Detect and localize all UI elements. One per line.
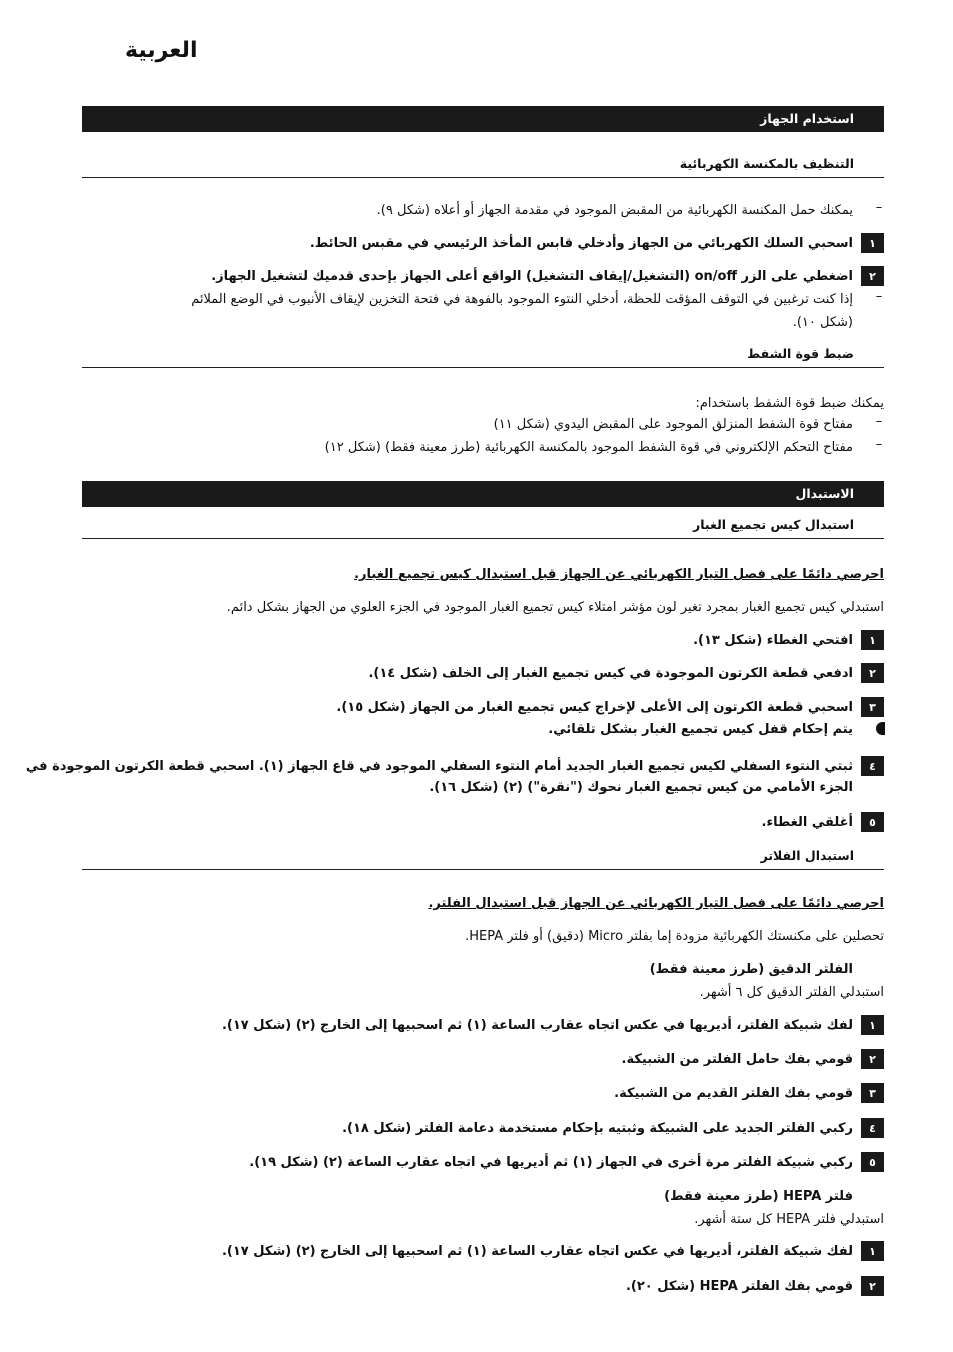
step-badge: ٥ (861, 812, 884, 832)
micro-note: استبدلي الفلتر الدقيق كل ٦ أشهر. (699, 985, 884, 1000)
section-bar-replace: الاستبدال (82, 481, 884, 507)
result-bullet-icon (876, 722, 885, 735)
hepa-step-2: قومي بفك الفلتر HEPA (شكل ٢٠). (625, 1279, 853, 1294)
step-badge: ٤ (861, 1118, 884, 1138)
step-badge: ١ (861, 1015, 884, 1035)
micro-step-1: لفك شبيكة الفلتر، أديريها في عكس اتجاه عقارب الساعة (١) ثم اسحبيها إلى الخارج (٢) (شكل ١٧). (221, 1018, 853, 1033)
bag-step-3: اسحبي قطعة الكرتون إلى الأعلى لإخراج كيس تجميع الغبار من الجهاز (شكل ١٥). (336, 700, 853, 715)
suction-item-2: مفتاح التحكم الإلكتروني في قوة الشفط الموجود بالمكنسة الكهربائية (طرز معينة فقط) (شكل ١٢) (324, 440, 853, 455)
bag-step-4a: ثبتي النتوء السفلي لكيس تجميع الغبار الجديد أمام النتوء السفلي الموجود في قاع الجهاز (١). اسحبي قطعة الكرتون الموجودة في (25, 759, 853, 774)
cleaning-step-2: اضغطي على الزر on/off (التشغيل/إيقاف التشغيل) الواقع أعلى الجهاز بإحدى قدميك لتشغيل الجهاز. (211, 269, 853, 284)
filter-intro: تحصلين على مكنستك الكهربائية مزودة إما بفلتر Micro (دقيق) أو فلتر HEPA. (465, 929, 884, 944)
heading-suction-adjust: ضبط قوة الشفط (82, 346, 884, 368)
step-badge: ٣ (861, 697, 884, 717)
heading-electric-cleaning: التنظيف بالمكنسة الكهربائية (82, 156, 884, 178)
suction-item-1: مفتاح قوة الشفط المنزلق الموجود على المقبض اليدوي (شكل ١١) (493, 417, 853, 432)
cleaning-note-2a: إذا كنت ترغبين في التوقف المؤقت للحظة، أدخلي النتوء الموجود بالفوهة في فتحة التخزين لإيقاف الأنبوب في الوضع الملائم (191, 292, 853, 307)
step-badge: ٢ (861, 1276, 884, 1296)
step-badge: ٢ (861, 663, 884, 683)
heading-bag-replace: استبدال كيس تجميع الغبار (82, 517, 884, 539)
bullet-dash: – (875, 289, 883, 304)
bag-step-5: أغلقي الغطاء. (761, 815, 853, 830)
step-badge: ١ (861, 630, 884, 650)
step-badge: ٤ (861, 756, 884, 776)
step-badge: ١ (861, 1241, 884, 1261)
micro-step-4: ركبي الفلتر الجديد على الشبيكة وثبتيه بإحكام مستخدمة دعامة الفلتر (شكل ١٨). (342, 1121, 853, 1136)
hepa-step-1: لفك شبيكة الفلتر، أديريها في عكس اتجاه عقارب الساعة (١) ثم اسحبيها إلى الخارج (٢) (شكل ١٧). (221, 1244, 853, 1259)
bag-warning: احرصي دائمًا على فصل التيار الكهربائي عن الجهاز قبل استبدال كيس تجميع الغبار. (354, 567, 884, 582)
suction-intro: يمكنك ضبط قوة الشفط باستخدام: (695, 396, 884, 411)
bag-result: يتم إحكام قفل كيس تجميع الغبار بشكل تلقائي. (548, 722, 853, 737)
section-bar-use: استخدام الجهاز (82, 106, 884, 132)
step-badge: ٢ (861, 1049, 884, 1069)
bullet-dash: – (875, 200, 883, 215)
hepa-note: استبدلي فلتر HEPA كل ستة أشهر. (694, 1212, 884, 1227)
micro-step-3: قومي بفك الفلتر القديم من الشبيكة. (614, 1086, 853, 1101)
step-badge: ١ (861, 233, 884, 253)
micro-step-2: قومي بفك حامل الفلتر من الشبيكة. (621, 1052, 853, 1067)
bag-intro: استبدلي كيس تجميع الغبار بمجرد تغير لون مؤشر امتلاء كيس تجميع الغبار الموجود في الجزء العلوي من الجهاز بشكل دائم. (226, 600, 884, 615)
heading-filter-replace: استبدال الفلاتر (82, 848, 884, 870)
bullet-dash: – (875, 437, 883, 452)
micro-step-5: ركبي شبيكة الفلتر مرة أخرى في الجهاز (١) ثم أديريها في اتجاه عقارب الساعة (٢) (شكل ١٩). (249, 1155, 853, 1170)
heading-hepa-filter: فلتر HEPA (طرز معينة فقط) (664, 1189, 853, 1204)
cleaning-note-1: يمكنك حمل المكنسة الكهربائية من المقبض الموجود في مقدمة الجهاز أو أعلاه (شكل ٩). (376, 203, 853, 218)
cleaning-note-2b: (شكل ١٠). (792, 315, 853, 330)
step-badge: ٥ (861, 1152, 884, 1172)
step-badge: ٢ (861, 266, 884, 286)
bullet-dash: – (875, 414, 883, 429)
filter-warning: احرصي دائمًا على فصل التيار الكهربائي عن الجهاز قبل استبدال الفلتر. (428, 896, 884, 911)
page-title: العربية (125, 38, 198, 63)
step-badge: ٣ (861, 1083, 884, 1103)
bag-step-4b: الجزء الأمامي من كيس تجميع الغبار نحوك ("نقرة") (٢) (شكل ١٦). (429, 780, 853, 795)
heading-micro-filter: الفلتر الدقيق (طرز معينة فقط) (649, 962, 853, 977)
cleaning-step-1: اسحبي السلك الكهربائي من الجهاز وأدخلي قابس المأخذ الرئيسي في مقبس الحائط. (309, 236, 853, 251)
bag-step-1: افتحي الغطاء (شكل ١٣). (693, 633, 853, 648)
bag-step-2: ادفعي قطعة الكرتون الموجودة في كيس تجميع الغبار إلى الخلف (شكل ١٤). (368, 666, 853, 681)
